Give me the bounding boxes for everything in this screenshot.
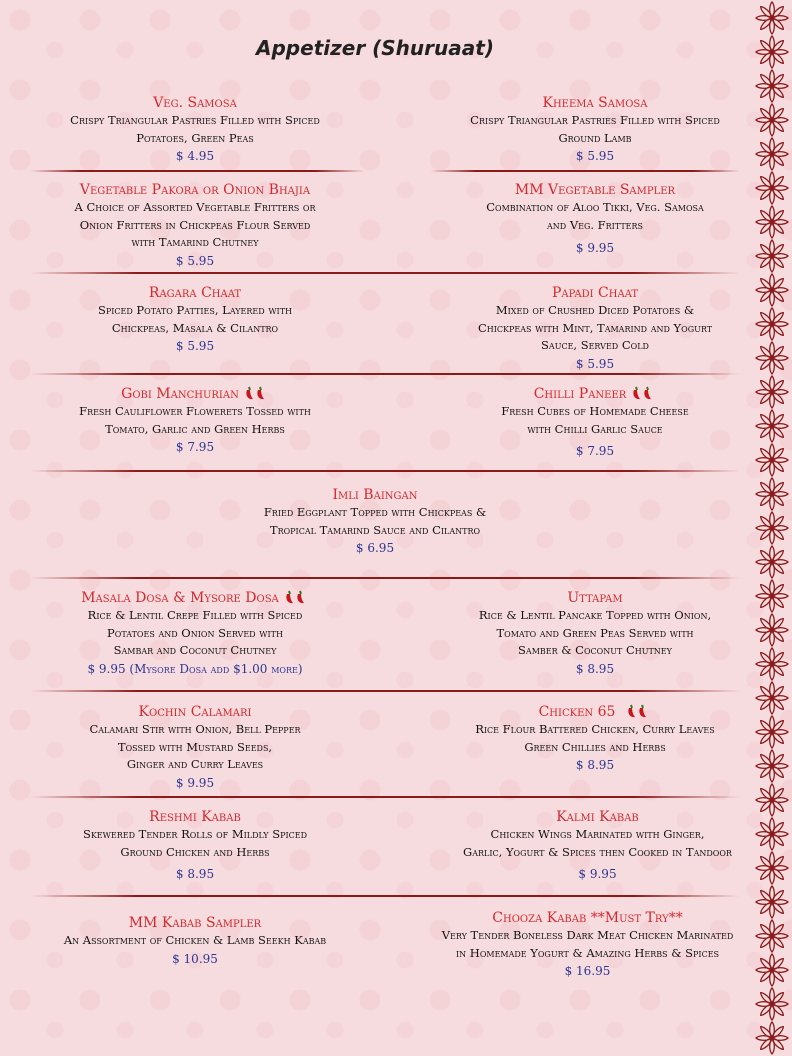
item-price: $ 9.95 <box>575 241 615 255</box>
menu-item <box>425 808 770 884</box>
item-name: Ragara Chaat <box>148 285 242 301</box>
menu-item <box>200 486 550 558</box>
item-name: Kalmi Kabab <box>556 809 639 825</box>
menu-item <box>25 808 365 884</box>
chili-pepper-icon <box>243 386 269 402</box>
item-description: Crispy Triangular Pastries Filled with Spiced Ground Lamb <box>470 113 720 145</box>
item-name: Imli Baingan <box>332 487 418 503</box>
menu-item <box>25 181 365 270</box>
menu-item <box>425 94 765 166</box>
item-price: $ 8.95 <box>175 867 215 881</box>
divider <box>430 170 740 172</box>
item-description: A Choice of Assorted Vegetable Fritters or Onion Fritters in Chickpeas Flour Served with Tamarind Chutney <box>74 200 316 249</box>
menu-item <box>25 589 365 678</box>
item-price: $ 5.95 <box>575 149 615 163</box>
item-price: $ 8.95 <box>575 661 615 676</box>
item-price: $ 5.95 <box>575 356 615 371</box>
item-description: Rice & Lentil Pancake Topped with Onion, Tomato and Green Peas Served with Samber & Coconut Chutney <box>478 608 712 657</box>
item-price: $ 8.95 <box>575 758 615 772</box>
divider <box>30 796 740 798</box>
chili-pepper-icon <box>625 704 651 720</box>
chili-pepper-icon <box>283 590 309 606</box>
menu-item <box>415 909 760 981</box>
item-name-text: Masala Dosa & Mysore Dosa <box>81 590 279 606</box>
divider <box>30 170 365 172</box>
menu-item <box>25 703 365 792</box>
item-description: An Assortment of Chicken & Lamb Seekh Kabab <box>63 933 327 947</box>
item-description: Mixed of Crushed Diced Potatoes & Chickpeas with Mint, Tamarind and Yogurt Sauce, Served Cold <box>477 303 713 352</box>
item-name: Kochin Calamari <box>138 704 252 720</box>
item-description: Calamari Stir with Onion, Bell Pepper Tossed with Mustard Seeds, Ginger and Curry Leaves <box>89 722 301 771</box>
item-price: $ 10.95 <box>172 951 218 966</box>
item-price: $ 16.95 <box>564 964 611 978</box>
item-description: Crispy Triangular Pastries Filled with Spiced Potatoes, Green Peas <box>70 113 320 145</box>
item-price: $ 4.95 <box>175 149 215 163</box>
item-name <box>425 703 765 721</box>
divider <box>30 470 740 472</box>
item-description: Fresh Cauliflower Flowerets Tossed with Tomato, Garlic and Green Herbs <box>79 404 311 436</box>
item-price: $ 9.95 <box>578 867 617 881</box>
item-description: Skewered Tender Rolls of Mildly Spiced Ground Chicken and Herbs <box>82 827 308 859</box>
item-name <box>25 385 365 403</box>
item-description: Very Tender Boneless Dark Meat Chicken Marinated in Homemade Yogurt & Amazing Herbs & Spices <box>441 928 734 960</box>
item-price: $ 9.95 <box>175 775 215 790</box>
item-price: $ 5.95 <box>175 339 215 353</box>
item-name: Papadi Chaat <box>551 285 639 301</box>
item-description: Rice Flour Battered Chicken, Curry Leaves Green Chillies and Herbs <box>475 722 715 754</box>
item-description: Combination of Aloo Tikki, Veg. Samosa and Veg. Fritters <box>486 200 704 232</box>
menu-item <box>425 703 765 775</box>
item-name: Veg. Samosa <box>153 95 237 111</box>
chili-pepper-icon <box>630 386 656 402</box>
item-name <box>425 385 765 403</box>
item-price: $ 9.95 (Mysore Dosa add $1.00 more) <box>87 661 303 676</box>
divider <box>30 577 740 579</box>
item-name: MM Vegetable Sampler <box>514 182 676 198</box>
item-name: Chooza Kabab **Must Try** <box>492 910 683 926</box>
menu-item <box>20 914 370 968</box>
divider <box>30 373 740 375</box>
item-name-text: Chilli Paneer <box>533 386 627 402</box>
menu-item <box>25 94 365 166</box>
item-name-text: Chicken 65 <box>538 704 616 720</box>
item-price: $ 7.95 <box>575 444 615 458</box>
item-description: Spiced Potato Patties, Layered with Chickpeas, Masala & Cilantro <box>97 303 293 335</box>
item-name: Vegetable Pakora or Onion Bhajia <box>79 182 311 198</box>
item-price: $ 7.95 <box>175 440 215 454</box>
item-name: Uttapam <box>567 590 623 606</box>
item-name-text: Gobi Manchurian <box>121 386 239 402</box>
item-description: Fried Eggplant Topped with Chickpeas & Tropical Tamarind Sauce and Cilantro <box>263 505 487 537</box>
item-name: Reshmi Kabab <box>149 809 241 825</box>
item-description: Chicken Wings Marinated with Ginger, Garlic, Yogurt & Spices then Cooked in Tandoor <box>463 827 732 859</box>
menu-item <box>425 385 765 461</box>
item-description: Rice & Lentil Crepe Filled with Spiced Potatoes and Onion Served with Sambar and Coconut Chutney <box>87 608 303 657</box>
menu-item <box>425 284 765 373</box>
item-description: Fresh Cubes of Homemade Cheese with Chilli Garlic Sauce <box>501 404 689 436</box>
menu-item <box>425 181 765 258</box>
divider <box>30 690 740 692</box>
item-name: MM Kabab Sampler <box>128 915 262 931</box>
menu-item <box>425 589 765 678</box>
menu-item <box>25 284 365 356</box>
menu-item <box>25 385 365 457</box>
item-name: Kheema Samosa <box>542 95 648 111</box>
item-name <box>25 589 365 607</box>
item-price: $ 6.95 <box>355 541 395 555</box>
item-price: $ 5.95 <box>175 253 215 268</box>
page-title: Appetizer (Shuruaat) <box>256 36 494 60</box>
divider <box>30 272 740 274</box>
divider <box>30 895 740 897</box>
